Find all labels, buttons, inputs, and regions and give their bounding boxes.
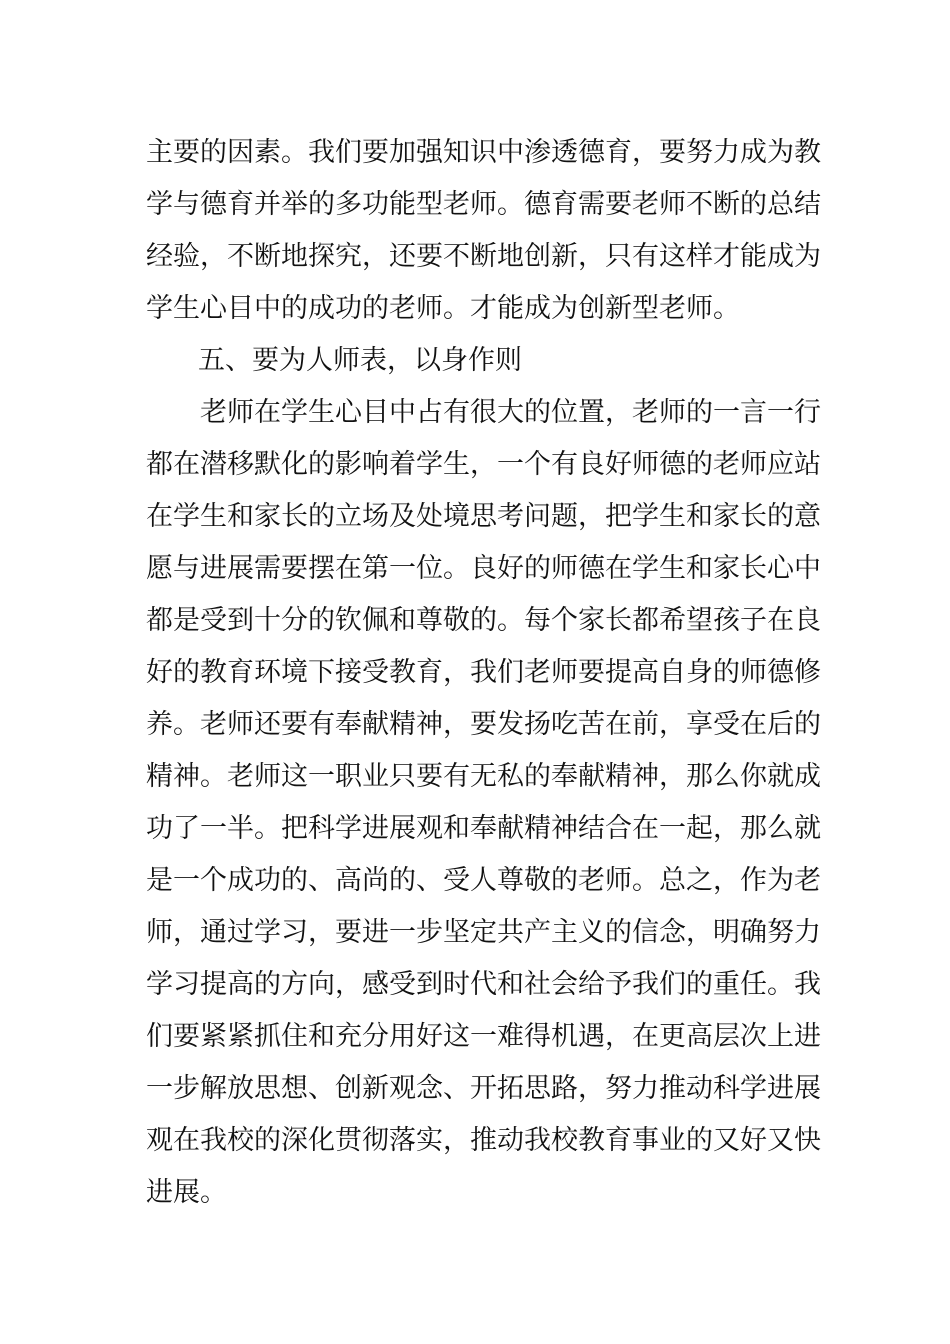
text-line: 养。老师还要有奉献精神，要发扬吃苦在前，享受在后的 (146, 709, 821, 740)
text-line: 主要的因素。我们要加强知识中渗透德育，要努力成为教 (146, 137, 821, 168)
text-line: 进展。 (146, 1177, 227, 1208)
text-line: 们要紧紧抓住和充分用好这一难得机遇，在更高层次上进 (146, 1021, 821, 1052)
text-line: 精神。老师这一职业只要有无私的奉献精神，那么你就成 (146, 761, 821, 792)
body-text (146, 127, 821, 1219)
text-line: 观在我校的深化贯彻落实，推动我校教育事业的又好又快 (146, 1125, 821, 1156)
text-line: 功了一半。把科学进展观和奉献精神结合在一起，那么就 (146, 813, 821, 844)
section-heading: 五、要为人师表，以身作则 (198, 345, 522, 376)
text-line: 学习提高的方向，感受到时代和社会给予我们的重任。我 (146, 969, 821, 1000)
text-line: 在学生和家长的立场及处境思考问题，把学生和家长的意 (146, 501, 821, 532)
text-line: 好的教育环境下接受教育，我们老师要提高自身的师德修 (146, 657, 821, 688)
text-line: 经验，不断地探究，还要不断地创新，只有这样才能成为 (146, 241, 821, 272)
text-line: 一步解放思想、创新观念、开拓思路，努力推动科学进展 (146, 1073, 821, 1104)
text-line: 是一个成功的、高尚的、受人尊敬的老师。总之，作为老 (146, 865, 821, 896)
text-line: 学与德育并举的多功能型老师。德育需要老师不断的总结 (146, 189, 821, 220)
text-line: 愿与进展需要摆在第一位。良好的师德在学生和家长心中 (146, 553, 821, 584)
text-line: 都在潜移默化的影响着学生，一个有良好师德的老师应站 (146, 449, 821, 480)
text-line: 学生心目中的成功的老师。才能成为创新型老师。 (146, 293, 740, 324)
text-line: 都是受到十分的钦佩和尊敬的。每个家长都希望孩子在良 (146, 605, 821, 636)
text-line: 师，通过学习，要进一步坚定共产主义的信念，明确努力 (146, 917, 821, 948)
text-line: 老师在学生心目中占有很大的位置，老师的一言一行 (200, 397, 821, 428)
